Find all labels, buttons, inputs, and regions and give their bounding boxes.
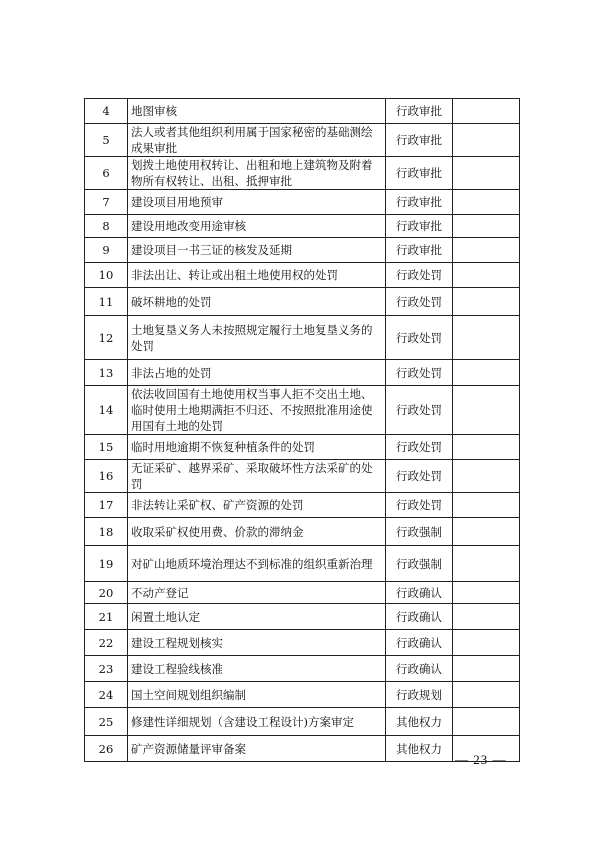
item-name: 修建性详细规划（含建设工程设计)方案审定 [128,708,386,736]
item-name: 建设项目用地预审 [128,190,386,215]
power-list-table [84,98,520,762]
item-name: 对矿山地质环境治理达不到标准的组织重新治理 [128,546,386,582]
table-row [85,360,520,386]
item-name: 无证采矿、越界采矿、采取破坏性方法采矿的处罚 [128,460,386,493]
item-name: 非法转让采矿权、矿产资源的处罚 [128,493,386,518]
item-name: 划拨土地使用权转让、出租和地上建筑物及附着物所有权转让、出租、抵押审批 [128,157,386,190]
power-type: 行政处罚 [386,435,453,460]
item-name: 非法出让、转让或出租土地使用权的处罚 [128,263,386,288]
power-type: 行政处罚 [386,460,453,493]
power-type: 行政处罚 [386,288,453,316]
item-name: 建设工程验线核准 [128,656,386,682]
empty-cell [453,604,520,630]
empty-cell [453,386,520,435]
row-number: 18 [85,518,128,546]
empty-cell [453,157,520,190]
empty-cell [453,124,520,157]
power-type: 其他权力 [386,708,453,736]
row-number: 22 [85,630,128,656]
empty-cell [453,682,520,708]
page-number: — 23 — [455,752,507,767]
item-name: 建设项目一书三证的核发及延期 [128,238,386,263]
power-type: 行政确认 [386,630,453,656]
table-row [85,682,520,708]
row-number: 9 [85,238,128,263]
empty-cell [453,708,520,736]
row-number: 15 [85,435,128,460]
row-number: 26 [85,736,128,762]
row-number: 8 [85,215,128,238]
item-name: 地图审核 [128,99,386,124]
power-type: 行政确认 [386,604,453,630]
row-number: 6 [85,157,128,190]
table-row [85,263,520,288]
empty-cell [453,460,520,493]
row-number: 7 [85,190,128,215]
power-type: 行政规划 [386,682,453,708]
table-row [85,316,520,360]
table-row [85,518,520,546]
item-name: 土地复垦义务人未按照规定履行土地复垦义务的处罚 [128,316,386,360]
power-type: 行政确认 [386,656,453,682]
row-number: 13 [85,360,128,386]
row-number: 21 [85,604,128,630]
power-type: 行政确认 [386,582,453,604]
item-name: 不动产登记 [128,582,386,604]
table-row [85,124,520,157]
empty-cell [453,238,520,263]
power-type: 行政处罚 [386,263,453,288]
row-number: 10 [85,263,128,288]
row-number: 5 [85,124,128,157]
row-number: 12 [85,316,128,360]
power-type: 行政强制 [386,546,453,582]
table-row [85,288,520,316]
row-number: 25 [85,708,128,736]
empty-cell [453,288,520,316]
item-name: 建设用地改变用途审核 [128,215,386,238]
empty-cell [453,630,520,656]
empty-cell [453,582,520,604]
item-name: 收取采矿权使用费、价款的滞纳金 [128,518,386,546]
table-row [85,435,520,460]
item-name: 闲置土地认定 [128,604,386,630]
row-number: 23 [85,656,128,682]
empty-cell [453,518,520,546]
power-type: 行政审批 [386,124,453,157]
row-number: 16 [85,460,128,493]
empty-cell [453,263,520,288]
empty-cell [453,546,520,582]
row-number: 20 [85,582,128,604]
row-number: 11 [85,288,128,316]
item-name: 法人或者其他组织利用属于国家秘密的基础测绘成果审批 [128,124,386,157]
table-row [85,656,520,682]
table-row [85,630,520,656]
table-row [85,386,520,435]
empty-cell [453,493,520,518]
power-type: 行政处罚 [386,386,453,435]
power-type: 行政处罚 [386,360,453,386]
table-row [85,546,520,582]
item-name: 国土空间规划组织编制 [128,682,386,708]
row-number: 4 [85,99,128,124]
empty-cell [453,316,520,360]
power-type: 行政审批 [386,215,453,238]
table-row [85,238,520,263]
table-row [85,582,520,604]
power-type: 行政处罚 [386,316,453,360]
item-name: 矿产资源储量评审备案 [128,736,386,762]
power-type: 行政审批 [386,157,453,190]
row-number: 17 [85,493,128,518]
item-name: 非法占地的处罚 [128,360,386,386]
table-row [85,460,520,493]
power-type: 行政审批 [386,99,453,124]
table-row [85,99,520,124]
table-row [85,190,520,215]
table-row [85,604,520,630]
empty-cell [453,360,520,386]
empty-cell [453,99,520,124]
empty-cell [453,656,520,682]
empty-cell [453,190,520,215]
row-number: 24 [85,682,128,708]
item-name: 破坏耕地的处罚 [128,288,386,316]
power-type: 行政审批 [386,238,453,263]
table-row [85,708,520,736]
row-number: 14 [85,386,128,435]
item-name: 建设工程规划核实 [128,630,386,656]
power-type: 行政处罚 [386,493,453,518]
power-type: 行政强制 [386,518,453,546]
empty-cell [453,215,520,238]
item-name: 临时用地逾期不恢复种植条件的处罚 [128,435,386,460]
power-type: 其他权力 [386,736,453,762]
item-name: 依法收回国有土地使用权当事人拒不交出土地、临时使用土地期满拒不归还、不按照批准用途使用国有土地的处罚 [128,386,386,435]
empty-cell [453,435,520,460]
table-row [85,215,520,238]
table-row [85,157,520,190]
row-number: 19 [85,546,128,582]
table-row [85,493,520,518]
power-type: 行政审批 [386,190,453,215]
